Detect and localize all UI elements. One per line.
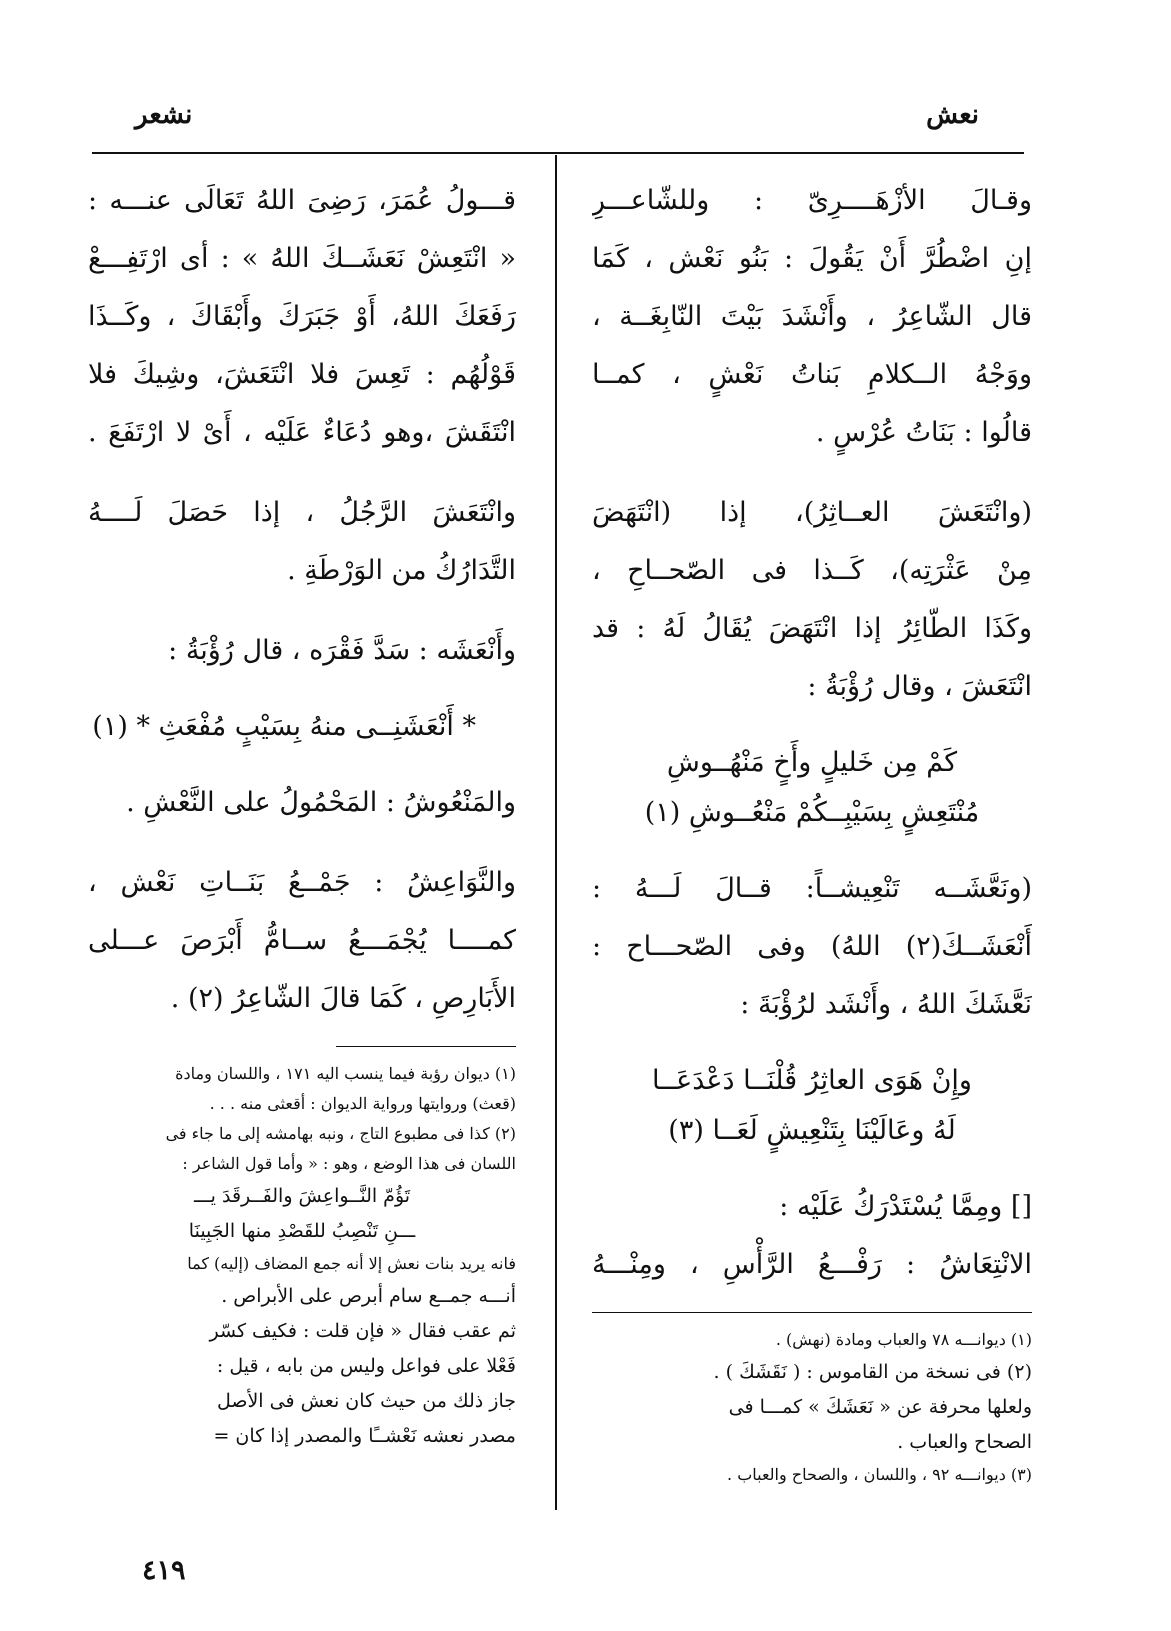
footnote: ولعلها محرفة عن « نَعَشَكَ » كمـــا فى [728,1396,1032,1418]
text-line: قَوْلُهُم : تَعِسَ فلا انْتَعَشَ، وشِيكَ فلا [88,359,516,390]
text-line: مِنْ عَثْرَتِه)، كَــذا فى الصّحــاحِ ، [592,555,1032,586]
text-line: انْتَعَشَ ، وقال رُؤْبَةُ : [807,671,1032,702]
text-line: قـــولُ عُمَرَ، رَضِىَ اللهُ تَعَالَى عنـــه : [88,185,516,216]
header-rule [92,152,1024,154]
verse-line: كَمْ مِن خَليلٍ وأَخٍ مَنْهُــوشِ [666,747,958,778]
text-line: « انْتَعِشْ نَعَشَــكَ اللهُ » : أى ارْتَفِـــعْ [88,243,516,274]
column-divider [555,155,557,1510]
text-line: والنَّوَاعِشُ : جَمْــعُ بَنَــاتِ نَعْش ، [88,867,516,898]
text-line: وقـالَ الأزْهَــــرِىّ : وللشّاعـــرِ [592,185,1032,216]
text-line: وأَنْعَشَه : سَدَّ فَقْرَه ، قال رُؤْبَةُ : [168,635,516,666]
text-line: (وانْتَعَشَ العــاثِرُ)، إذا (انْتَهَضَ [592,497,1032,528]
footnote: ثم عقب فقال « فإن قلت : فكيف كسّر [209,1320,516,1342]
right-column [592,172,1032,1490]
footnote: (١) ديوان رؤبة فيما ينسب اليه ١٧١ ، واللسان ومادة [175,1064,516,1083]
text-line: أَنْعَشَــكَ(٢) اللهُ) وفى الصّحـــاح : [592,931,1032,962]
footnote: (قعث) وروايتها ورواية الديوان : أقعثى منه . . . [209,1094,516,1113]
footnote: مصدر نعشه نَعْشــًا والمصدر إذا كان = [213,1425,516,1447]
text-line: إنِ اضْطُرَّ أَنْ يَقُولَ : بَنُو نَعْش ، كَمَا [592,243,1032,274]
text-line: انْتَقَشَ ،وهو دُعَاءٌ عَلَيْه ، أَىْ لا ارْتَفَعَ . [88,417,516,448]
footnote: (٣) ديوانـــه ٩٢ ، واللسان ، والصحاح والعباب . [727,1465,1032,1484]
footnote-verse: تَؤُمّ النَّــواعِشَ والفَــرقَدَ يـــ [193,1185,411,1207]
verse-line: لَهُ وعَالَيْنَا بِتَنْعِيشٍ لَعَــا (٣) [668,1115,956,1146]
text-line: الأَبَارِصِ ، كَمَا قالَ الشّاعِرُ (٢) . [170,983,516,1014]
text-line: قالُوا : بَنَاتُ عُرْسٍ . [815,417,1032,448]
footnote-rule [592,1312,1032,1313]
footnote: فَعْلا على فواعل وليس من بابه ، قيل : [216,1355,516,1377]
text-line: كمــــا يُجْمَـــعُ ســامُّ أَبْرَصَ عـــلى [88,925,516,956]
text-line: ووَجْهُ الــكلامِ بَناتُ نَعْشٍ ، كمــا [592,359,1032,390]
footnote: (١) ديوانـــه ٧٨ والعباب ومادة (نهش) . [775,1330,1032,1349]
text-line: نَعَّشَكَ اللهُ ، وأَنْشَد لرُؤْبَةَ : [740,989,1032,1020]
text-line: وكَذَا الطّائِرُ إذا انْتَهَضَ يُقَالُ لَهُ : قد [592,613,1032,644]
footnote: جاز ذلك من حيث كان نعش فى الأصل [216,1390,516,1412]
left-column [88,172,516,1454]
footnote: اللسان فى هذا الوضع ، وهو : « وأما قول الشاعر : [182,1154,516,1173]
mustadrak-heading: [] ومِمَّا يُسْتَدْرَكُ عَلَيْه : [779,1191,1032,1222]
text-line: والمَنْعُوشُ : المَحْمُولُ على النَّعْشِ . [126,787,516,818]
page-number: ٤١٩ [142,1555,186,1586]
footnote: (٢) فى نسخة من القاموس : ( نَقَشَكَ ) . [713,1361,1032,1383]
footnote-rule [336,1046,516,1047]
text-line: وانْتَعَشَ الرَّجُلُ ، إذا حَصَلَ لَــــهُ [88,497,516,528]
footnote-verse: ـــنِ تَنْصِبُ للقَصْدِ منها الجَبِينَا [188,1220,416,1242]
running-head-right: نعش [926,100,979,130]
footnote: فانه يريد بنات نعش إلا أنه جمع المضاف (إليه) كما [187,1254,516,1273]
running-head-left: نشعر [135,100,193,130]
text-line: قال الشّاعِرُ ، وأَنْشَدَ بَيْتَ النّابِغَــة ، [592,301,1032,332]
text-line: التَّدَارُكُ من الوَرْطَةِ . [287,555,516,586]
verse-line: مُنْتَعِشٍ بِسَيْبِــكُمْ مَنْعُــوشِ (١) [644,797,980,828]
footnote: أنـــه جمــع سام أبرص على الأبراص . [221,1285,516,1307]
verse-line: * أَنْعَشَنِــى منهُ بِسَيْبٍ مُفْعَثِ * (١) [92,711,476,742]
text-line: رَفَعَكَ اللهُ، أَوْ جَبَرَكَ وأَبْقَاكَ ، وكَــذَا [88,301,516,332]
text-line: الانْتِعَاشُ : رَفْـــعُ الرَّأْسِ ، ومِنْـــهُ [592,1249,1032,1280]
footnote: الصحاح والعباب . [897,1431,1032,1453]
text-line: (ونَعَّشَــه تَنْعِيشــاً: قــالَ لَـــهُ : [592,873,1032,904]
footnote: (٢) كذا فى مطبوع التاج ، ونبه بهامشه إلى ما جاء فى [165,1124,516,1143]
verse-line: وإِنْ هَوَى العاثِرُ قُلْنَــا دَعْدَعَــا [652,1065,972,1096]
